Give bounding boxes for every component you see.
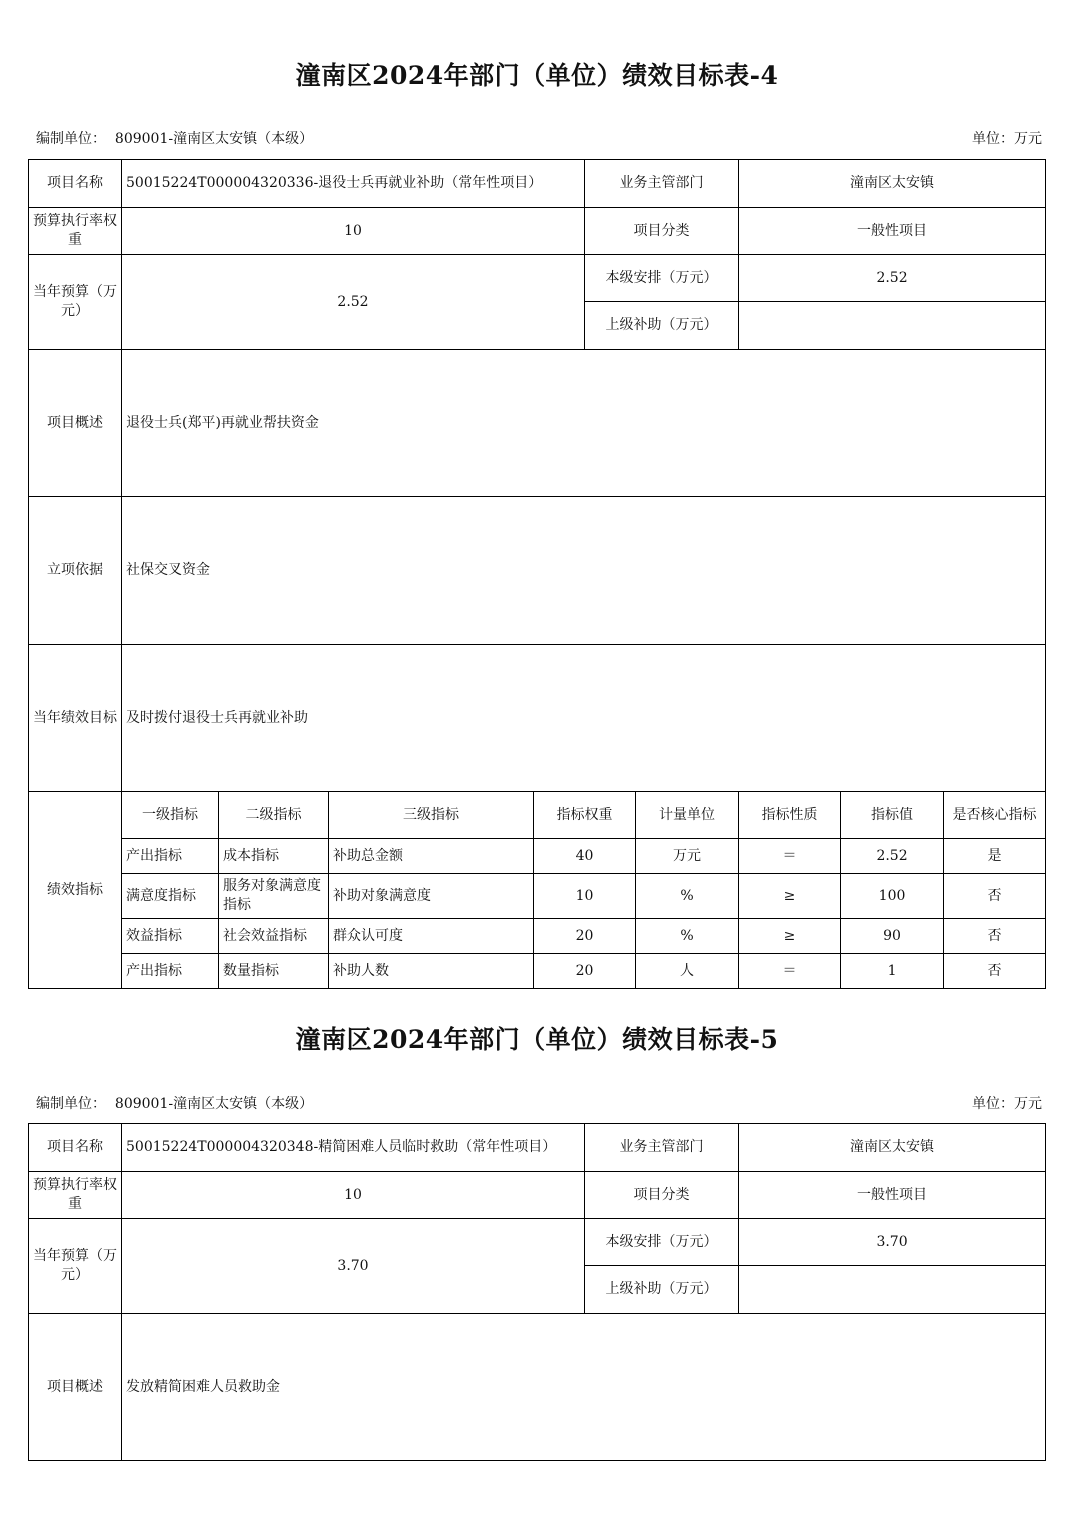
- indicator-unit: %: [636, 874, 739, 919]
- label-project-name: 项目名称: [29, 1124, 122, 1172]
- indicator-weight: 20: [534, 954, 636, 989]
- page-title: 潼南区2024年部门（单位）绩效目标表-4: [295, 61, 779, 90]
- compiling-unit-value: 809001-潼南区太安镇（本级）: [114, 131, 314, 147]
- performance-table-5: [28, 1123, 1046, 1461]
- level-arrange-value: 3.70: [739, 1219, 1046, 1266]
- budget-value: 3.70: [122, 1219, 585, 1314]
- label-category: 项目分类: [585, 1172, 739, 1219]
- indicator-level1: 满意度指标: [122, 874, 219, 919]
- header-nature: 指标性质: [739, 792, 841, 839]
- indicator-unit: 人: [636, 954, 739, 989]
- label-upper-subsidy: 上级补助（万元）: [585, 1266, 739, 1314]
- goal-value: 及时拨付退役士兵再就业补助: [122, 645, 1046, 792]
- indicator-level3: 群众认可度: [329, 919, 534, 954]
- upper-subsidy-value: [739, 1266, 1046, 1314]
- indicator-level1: 产出指标: [122, 954, 219, 989]
- label-weight: 预算执行率权重: [29, 208, 122, 255]
- indicator-level2: 社会效益指标: [219, 919, 329, 954]
- performance-table-4: [28, 159, 1046, 989]
- compiling-unit: [36, 128, 313, 148]
- currency-unit: 单位：万元: [972, 131, 1042, 147]
- indicator-core: 否: [944, 874, 1046, 919]
- indicator-level3: 补助人数: [329, 954, 534, 989]
- label-indicators: 绩效指标: [29, 792, 122, 989]
- indicator-level3: 补助总金额: [329, 839, 534, 874]
- label-upper-subsidy: 上级补助（万元）: [585, 302, 739, 350]
- indicator-level2: 数量指标: [219, 954, 329, 989]
- indicator-nature: ＝: [739, 839, 841, 874]
- upper-subsidy-value: [739, 302, 1046, 350]
- weight-value: 10: [122, 1172, 585, 1219]
- compiling-unit-value: 809001-潼南区太安镇（本级）: [114, 1096, 314, 1112]
- label-overview: 项目概述: [29, 350, 122, 497]
- header-level3: 三级指标: [329, 792, 534, 839]
- indicator-value: 2.52: [841, 839, 944, 874]
- label-budget: 当年预算（万元）: [29, 255, 122, 350]
- label-dept: 业务主管部门: [585, 1124, 739, 1172]
- category-value: 一般性项目: [739, 1172, 1046, 1219]
- indicator-core: 否: [944, 919, 1046, 954]
- indicator-value: 1: [841, 954, 944, 989]
- header-weight: 指标权重: [534, 792, 636, 839]
- label-project-name: 项目名称: [29, 160, 122, 208]
- budget-value: 2.52: [122, 255, 585, 350]
- table-row: [29, 839, 1046, 874]
- dept-value: 潼南区太安镇: [739, 1124, 1046, 1172]
- indicator-level2: 服务对象满意度指标: [219, 874, 329, 919]
- indicator-weight: 40: [534, 839, 636, 874]
- weight-value: 10: [122, 208, 585, 255]
- header-level1: 一级指标: [122, 792, 219, 839]
- indicator-weight: 10: [534, 874, 636, 919]
- indicator-level1: 产出指标: [122, 839, 219, 874]
- category-value: 一般性项目: [739, 208, 1046, 255]
- table-row: [29, 954, 1046, 989]
- compiling-unit-label: 编制单位：: [36, 131, 106, 147]
- header-core: 是否核心指标: [944, 792, 1046, 839]
- indicator-value: 90: [841, 919, 944, 954]
- indicator-nature: ＝: [739, 954, 841, 989]
- indicator-value: 100: [841, 874, 944, 919]
- label-basis: 立项依据: [29, 497, 122, 645]
- compiling-unit: [36, 1093, 313, 1113]
- table-row: [29, 919, 1046, 954]
- level-arrange-value: 2.52: [739, 255, 1046, 302]
- indicator-level3: 补助对象满意度: [329, 874, 534, 919]
- compiling-unit-label: 编制单位：: [36, 1096, 106, 1112]
- indicator-unit: %: [636, 919, 739, 954]
- indicator-unit: 万元: [636, 839, 739, 874]
- project-name-value: 50015224T000004320336-退役士兵再就业补助（常年性项目）: [122, 160, 585, 208]
- indicator-core: 是: [944, 839, 1046, 874]
- label-category: 项目分类: [585, 208, 739, 255]
- indicator-nature: ≥: [739, 919, 841, 954]
- label-dept: 业务主管部门: [585, 160, 739, 208]
- label-level-arrange: 本级安排（万元）: [585, 255, 739, 302]
- project-name-value: 50015224T000004320348-精简困难人员临时救助（常年性项目）: [122, 1124, 585, 1172]
- header-unit: 计量单位: [636, 792, 739, 839]
- page-title: 潼南区2024年部门（单位）绩效目标表-5: [295, 1025, 779, 1054]
- currency-unit: 单位：万元: [972, 1096, 1042, 1112]
- dept-value: 潼南区太安镇: [739, 160, 1046, 208]
- header-value: 指标值: [841, 792, 944, 839]
- label-overview: 项目概述: [29, 1314, 122, 1461]
- indicator-level2: 成本指标: [219, 839, 329, 874]
- overview-value: 发放精简困难人员救助金: [122, 1314, 1046, 1461]
- overview-value: 退役士兵(郑平)再就业帮扶资金: [122, 350, 1046, 497]
- label-weight: 预算执行率权重: [29, 1172, 122, 1219]
- label-budget: 当年预算（万元）: [29, 1219, 122, 1314]
- header-level2: 二级指标: [219, 792, 329, 839]
- indicator-nature: ≥: [739, 874, 841, 919]
- indicator-level1: 效益指标: [122, 919, 219, 954]
- label-goal: 当年绩效目标: [29, 645, 122, 792]
- indicator-weight: 20: [534, 919, 636, 954]
- label-level-arrange: 本级安排（万元）: [585, 1219, 739, 1266]
- indicator-core: 否: [944, 954, 1046, 989]
- basis-value: 社保交叉资金: [122, 497, 1046, 645]
- table-row: [29, 874, 1046, 919]
